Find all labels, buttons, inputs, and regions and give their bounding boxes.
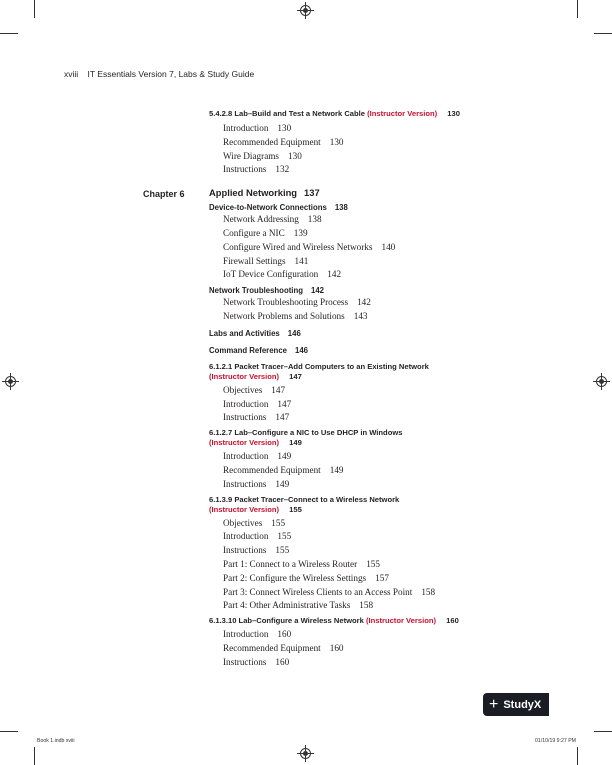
crop-mark bbox=[594, 731, 612, 732]
toc-lab-entry[interactable]: 6.1.3.10 Lab–Configure a Wireless Network (Instructor Version) 160 bbox=[209, 616, 459, 626]
slug-date: 01/10/19 9:27 PM bbox=[535, 738, 576, 744]
toc-subentry[interactable]: Instructions 155 bbox=[223, 545, 290, 556]
toc-subentry[interactable]: Wire Diagrams 130 bbox=[223, 150, 302, 161]
toc-subentry[interactable]: Part 2: Configure the Wireless Settings 157 bbox=[223, 572, 389, 583]
crop-mark bbox=[34, 0, 35, 18]
studyx-badge[interactable] bbox=[483, 693, 549, 716]
toc-lab-entry[interactable]: 6.1.3.9 Packet Tracer–Connect to a Wireless Network (Instructor Version) 155 bbox=[209, 494, 400, 514]
toc-subentry[interactable]: Network Addressing 138 bbox=[223, 214, 322, 225]
crop-mark bbox=[34, 747, 35, 765]
toc-subentry[interactable]: Network Problems and Solutions 143 bbox=[223, 310, 368, 321]
plus-icon: + bbox=[489, 695, 499, 713]
registration-mark-icon bbox=[596, 376, 607, 387]
chapter-label: Chapter 6 bbox=[143, 189, 185, 199]
toc-section-entry[interactable]: Network Troubleshooting 142 bbox=[209, 286, 325, 296]
crop-mark bbox=[0, 33, 18, 34]
chapter-title[interactable]: Applied Networking 137 bbox=[209, 187, 320, 199]
crop-mark bbox=[0, 731, 18, 732]
toc-subentry[interactable]: Objectives 155 bbox=[223, 517, 286, 528]
toc-section-entry[interactable]: Labs and Activities 146 bbox=[209, 328, 301, 338]
toc-subentry[interactable]: Instructions 132 bbox=[223, 164, 290, 175]
badge-label: StudyX bbox=[503, 698, 542, 711]
toc-lab-entry[interactable]: 5.4.2.8 Lab–Build and Test a Network Cable (Instructor Version) 130 bbox=[209, 109, 460, 118]
registration-mark-icon bbox=[300, 748, 311, 759]
toc-subentry[interactable]: Recommended Equipment 149 bbox=[223, 464, 344, 475]
toc-subentry[interactable]: Configure Wired and Wireless Networks 140 bbox=[223, 241, 396, 252]
toc-subentry[interactable]: Objectives 147 bbox=[223, 384, 286, 395]
page-number: xviii bbox=[64, 69, 79, 79]
toc-subentry[interactable]: Part 4: Other Administrative Tasks 158 bbox=[223, 600, 374, 611]
crop-mark bbox=[594, 33, 612, 34]
registration-mark-icon bbox=[5, 376, 16, 387]
table-of-contents bbox=[209, 109, 549, 670]
toc-section-entry[interactable]: Device-to-Network Connections 138 bbox=[209, 203, 348, 213]
toc-subentry[interactable]: Network Troubleshooting Process 142 bbox=[223, 297, 371, 308]
crop-mark bbox=[577, 747, 578, 765]
toc-subentry[interactable]: Introduction 149 bbox=[223, 451, 292, 462]
toc-lab-entry[interactable]: 6.1.2.7 Lab–Configure a NIC to Use DHCP in Windows (Instructor Version) 149 bbox=[209, 428, 403, 448]
toc-subentry[interactable]: Introduction 147 bbox=[223, 398, 292, 409]
toc-subentry[interactable]: Part 3: Connect Wireless Clients to an Access Point 158 bbox=[223, 586, 436, 597]
toc-subentry[interactable]: Configure a NIC 139 bbox=[223, 227, 308, 238]
toc-subentry[interactable]: Instructions 160 bbox=[223, 656, 290, 667]
slug-file: Book 1.indb xviii bbox=[37, 738, 75, 744]
registration-mark-icon bbox=[300, 5, 311, 16]
running-header bbox=[64, 69, 254, 79]
toc-subentry[interactable]: IoT Device Configuration 142 bbox=[223, 269, 342, 280]
toc-subentry[interactable]: Introduction 130 bbox=[223, 123, 292, 133]
toc-subentry[interactable]: Introduction 155 bbox=[223, 531, 292, 542]
toc-section-entry[interactable]: Command Reference 146 bbox=[209, 345, 309, 355]
book-title: IT Essentials Version 7, Labs & Study Guide bbox=[87, 69, 255, 79]
toc-subentry[interactable]: Introduction 160 bbox=[223, 629, 292, 640]
toc-subentry[interactable]: Firewall Settings 141 bbox=[223, 255, 309, 266]
crop-mark bbox=[577, 0, 578, 18]
toc-subentry[interactable]: Instructions 147 bbox=[223, 412, 290, 423]
toc-subentry[interactable]: Recommended Equipment 160 bbox=[223, 642, 344, 653]
toc-subentry[interactable]: Recommended Equipment 130 bbox=[223, 136, 344, 147]
toc-lab-entry[interactable]: 6.1.2.1 Packet Tracer–Add Computers to an Existing Network (Instructor Version) 147 bbox=[209, 361, 429, 381]
toc-subentry[interactable]: Part 1: Connect to a Wireless Router 155 bbox=[223, 558, 380, 569]
toc-subentry[interactable]: Instructions 149 bbox=[223, 478, 290, 489]
